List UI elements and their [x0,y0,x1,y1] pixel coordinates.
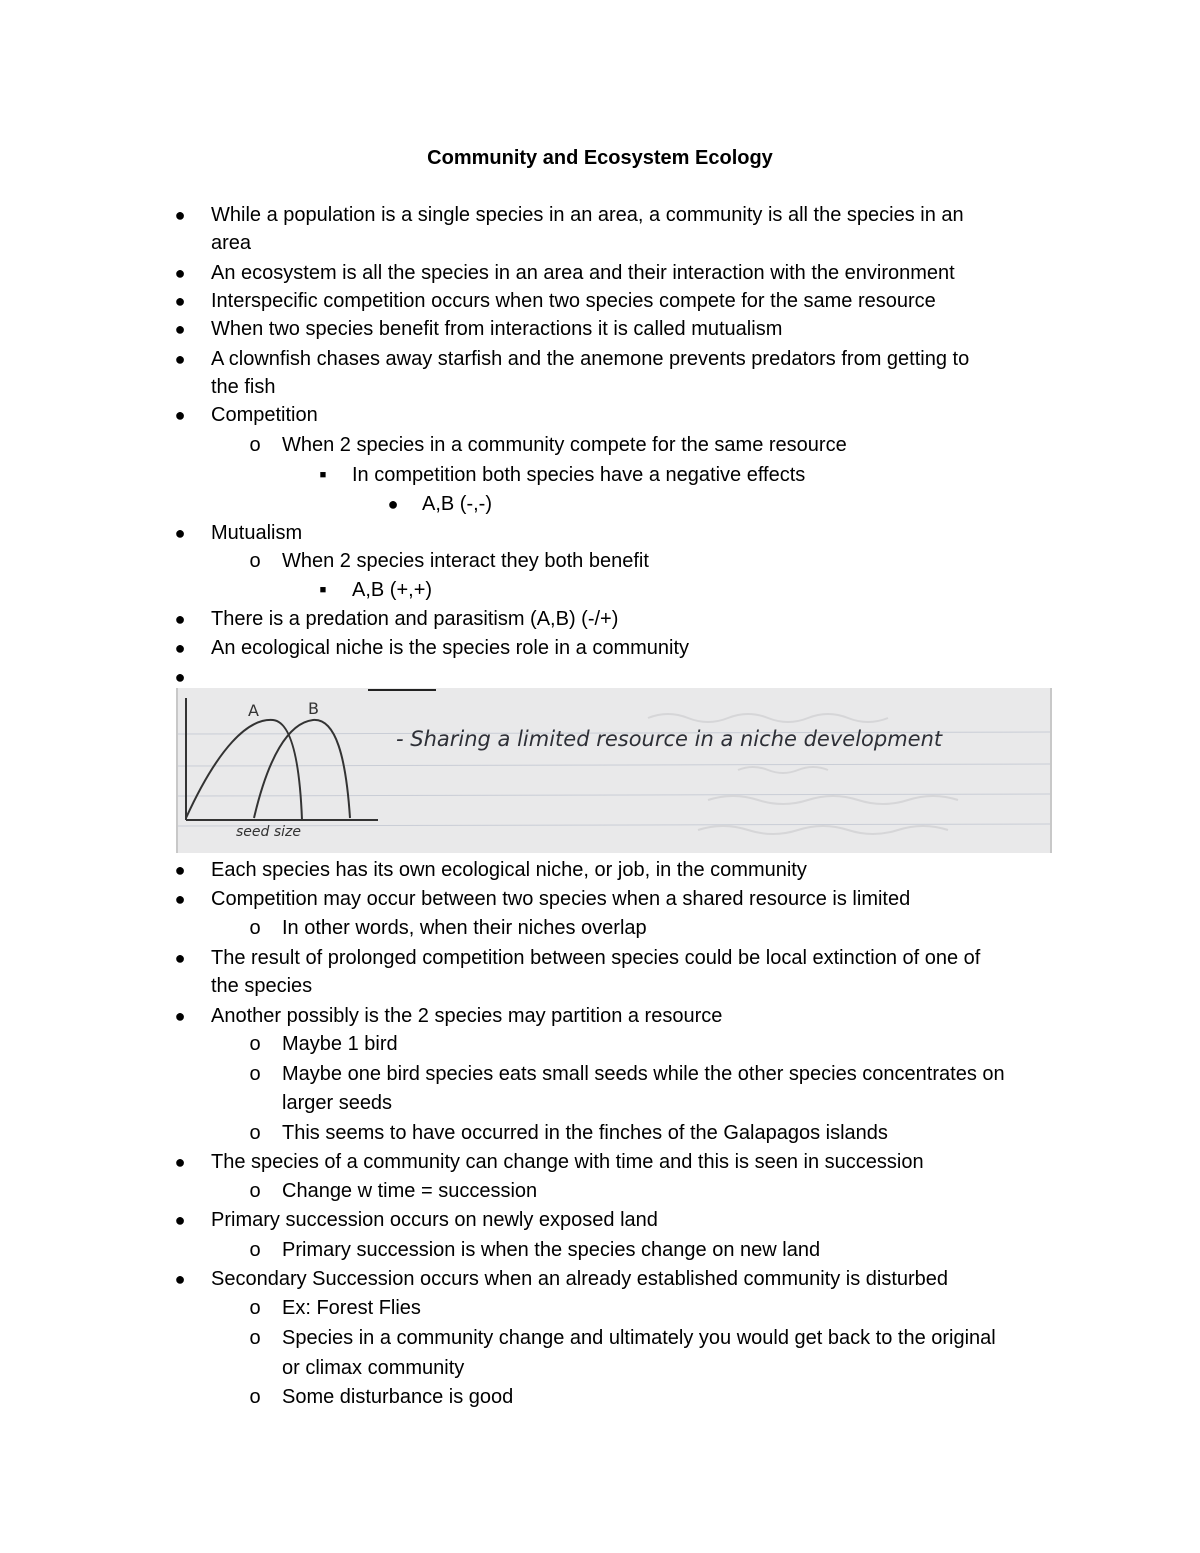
bullet-marker: ● [174,1269,186,1289]
list-item-text: area [211,232,252,254]
axis-label: seed size [236,824,302,840]
list-item-text: When two species benefit from interactions it is called mutualism [211,318,783,340]
curve-b-label: B [308,699,319,718]
list-item-text: Competition may occur between two species when a shared resource is limited [211,888,911,910]
list-item-text: Ex: Forest Flies [282,1297,421,1319]
list-item-text: Another possibly is the 2 species may partition a resource [211,1005,723,1027]
list-item-text: There is a predation and parasitism (A,B) (-/+) [211,608,619,630]
list-item-text: In other words, when their niches overlap [282,917,647,939]
handwritten-niche-sketch [176,688,1052,853]
bullet-marker: ■ [319,469,327,481]
bullet-marker: ● [174,1210,186,1230]
list-item-text: A,B (-,-) [422,493,492,515]
list-item-text: the fish [211,376,276,398]
bullet-marker: o [249,1297,261,1319]
bullet-marker: ● [174,609,186,629]
handwritten-note: - Sharing a limited resource in a niche development [396,727,943,751]
list-item-text: The species of a community can change with time and this is seen in succession [211,1151,924,1173]
list-item-text: A,B (+,+) [352,579,433,601]
list-item-text: Maybe one bird species eats small seeds while the other species concentrates on [282,1063,1005,1085]
bullet-marker: ● [174,349,186,369]
bullet-marker: o [249,1122,261,1144]
curve-a-label: A [248,701,259,720]
bullet-marker: o [249,550,261,572]
list-item-text: larger seeds [282,1092,393,1114]
bullet-marker: ● [174,1006,186,1026]
list-item-text: The result of prolonged competition between species could be local extinction of one of [211,947,981,969]
bullet-marker: ● [174,523,186,543]
bullet-marker: o [249,434,261,456]
bullet-marker: ● [174,667,186,687]
bullet-marker: o [249,1063,261,1085]
list-item-text: Interspecific competition occurs when two species compete for the same resource [211,290,936,312]
list-item-text: Maybe 1 bird [282,1033,398,1055]
list-item-text: Mutualism [211,522,303,544]
bullet-marker: ● [174,291,186,311]
list-item-text: When 2 species interact they both benefit [282,550,649,572]
list-item-text: When 2 species in a community compete for the same resource [282,434,847,456]
list-item-text: An ecological niche is the species role in a community [211,637,690,659]
bullet-marker: o [249,1386,261,1408]
list-item-text: Primary succession is when the species change on new land [282,1239,821,1261]
bullet-marker: ● [174,319,186,339]
bullet-marker: o [249,1033,261,1055]
bullet-marker: o [249,1327,261,1349]
niche-sketch-drawing [178,688,1050,853]
bullet-marker: ● [174,638,186,658]
bullet-marker: ● [387,494,399,514]
list-item-text: Change w time = succession [282,1180,538,1202]
list-item-text: A clownfish chases away starfish and the anemone prevents predators from getting to [211,348,970,370]
bullet-marker: ● [174,263,186,283]
bullet-marker: ● [174,405,186,425]
bullet-marker: ■ [319,584,327,596]
list-item-text: While a population is a single species in an area, a community is all the species in an [211,204,964,226]
bullet-marker: ● [174,860,186,880]
list-item-text: An ecosystem is all the species in an area and their interaction with the environment [211,262,955,284]
bullet-marker: o [249,1180,261,1202]
bullet-marker: o [249,1239,261,1261]
bullet-marker: ● [174,205,186,225]
list-item-text: Each species has its own ecological niche, or job, in the community [211,859,807,881]
list-item-text: Primary succession occurs on newly exposed land [211,1209,658,1231]
list-item-text: Some disturbance is good [282,1386,514,1408]
list-item-text: In competition both species have a negative effects [352,464,806,486]
document-title: Community and Ecosystem Ecology [427,147,773,169]
curve-a [186,720,302,820]
bullet-marker: ● [174,948,186,968]
list-item-text: This seems to have occurred in the finches of the Galapagos islands [282,1122,888,1144]
list-item-text: Competition [211,404,318,426]
list-item-text: Species in a community change and ultimately you would get back to the original [282,1327,996,1349]
bullet-marker: ● [174,1152,186,1172]
bullet-marker: ● [174,889,186,909]
list-item-text: or climax community [282,1357,465,1379]
list-item-text: the species [211,975,313,997]
list-item-text: Secondary Succession occurs when an already established community is disturbed [211,1268,949,1290]
bullet-marker: o [249,917,261,939]
